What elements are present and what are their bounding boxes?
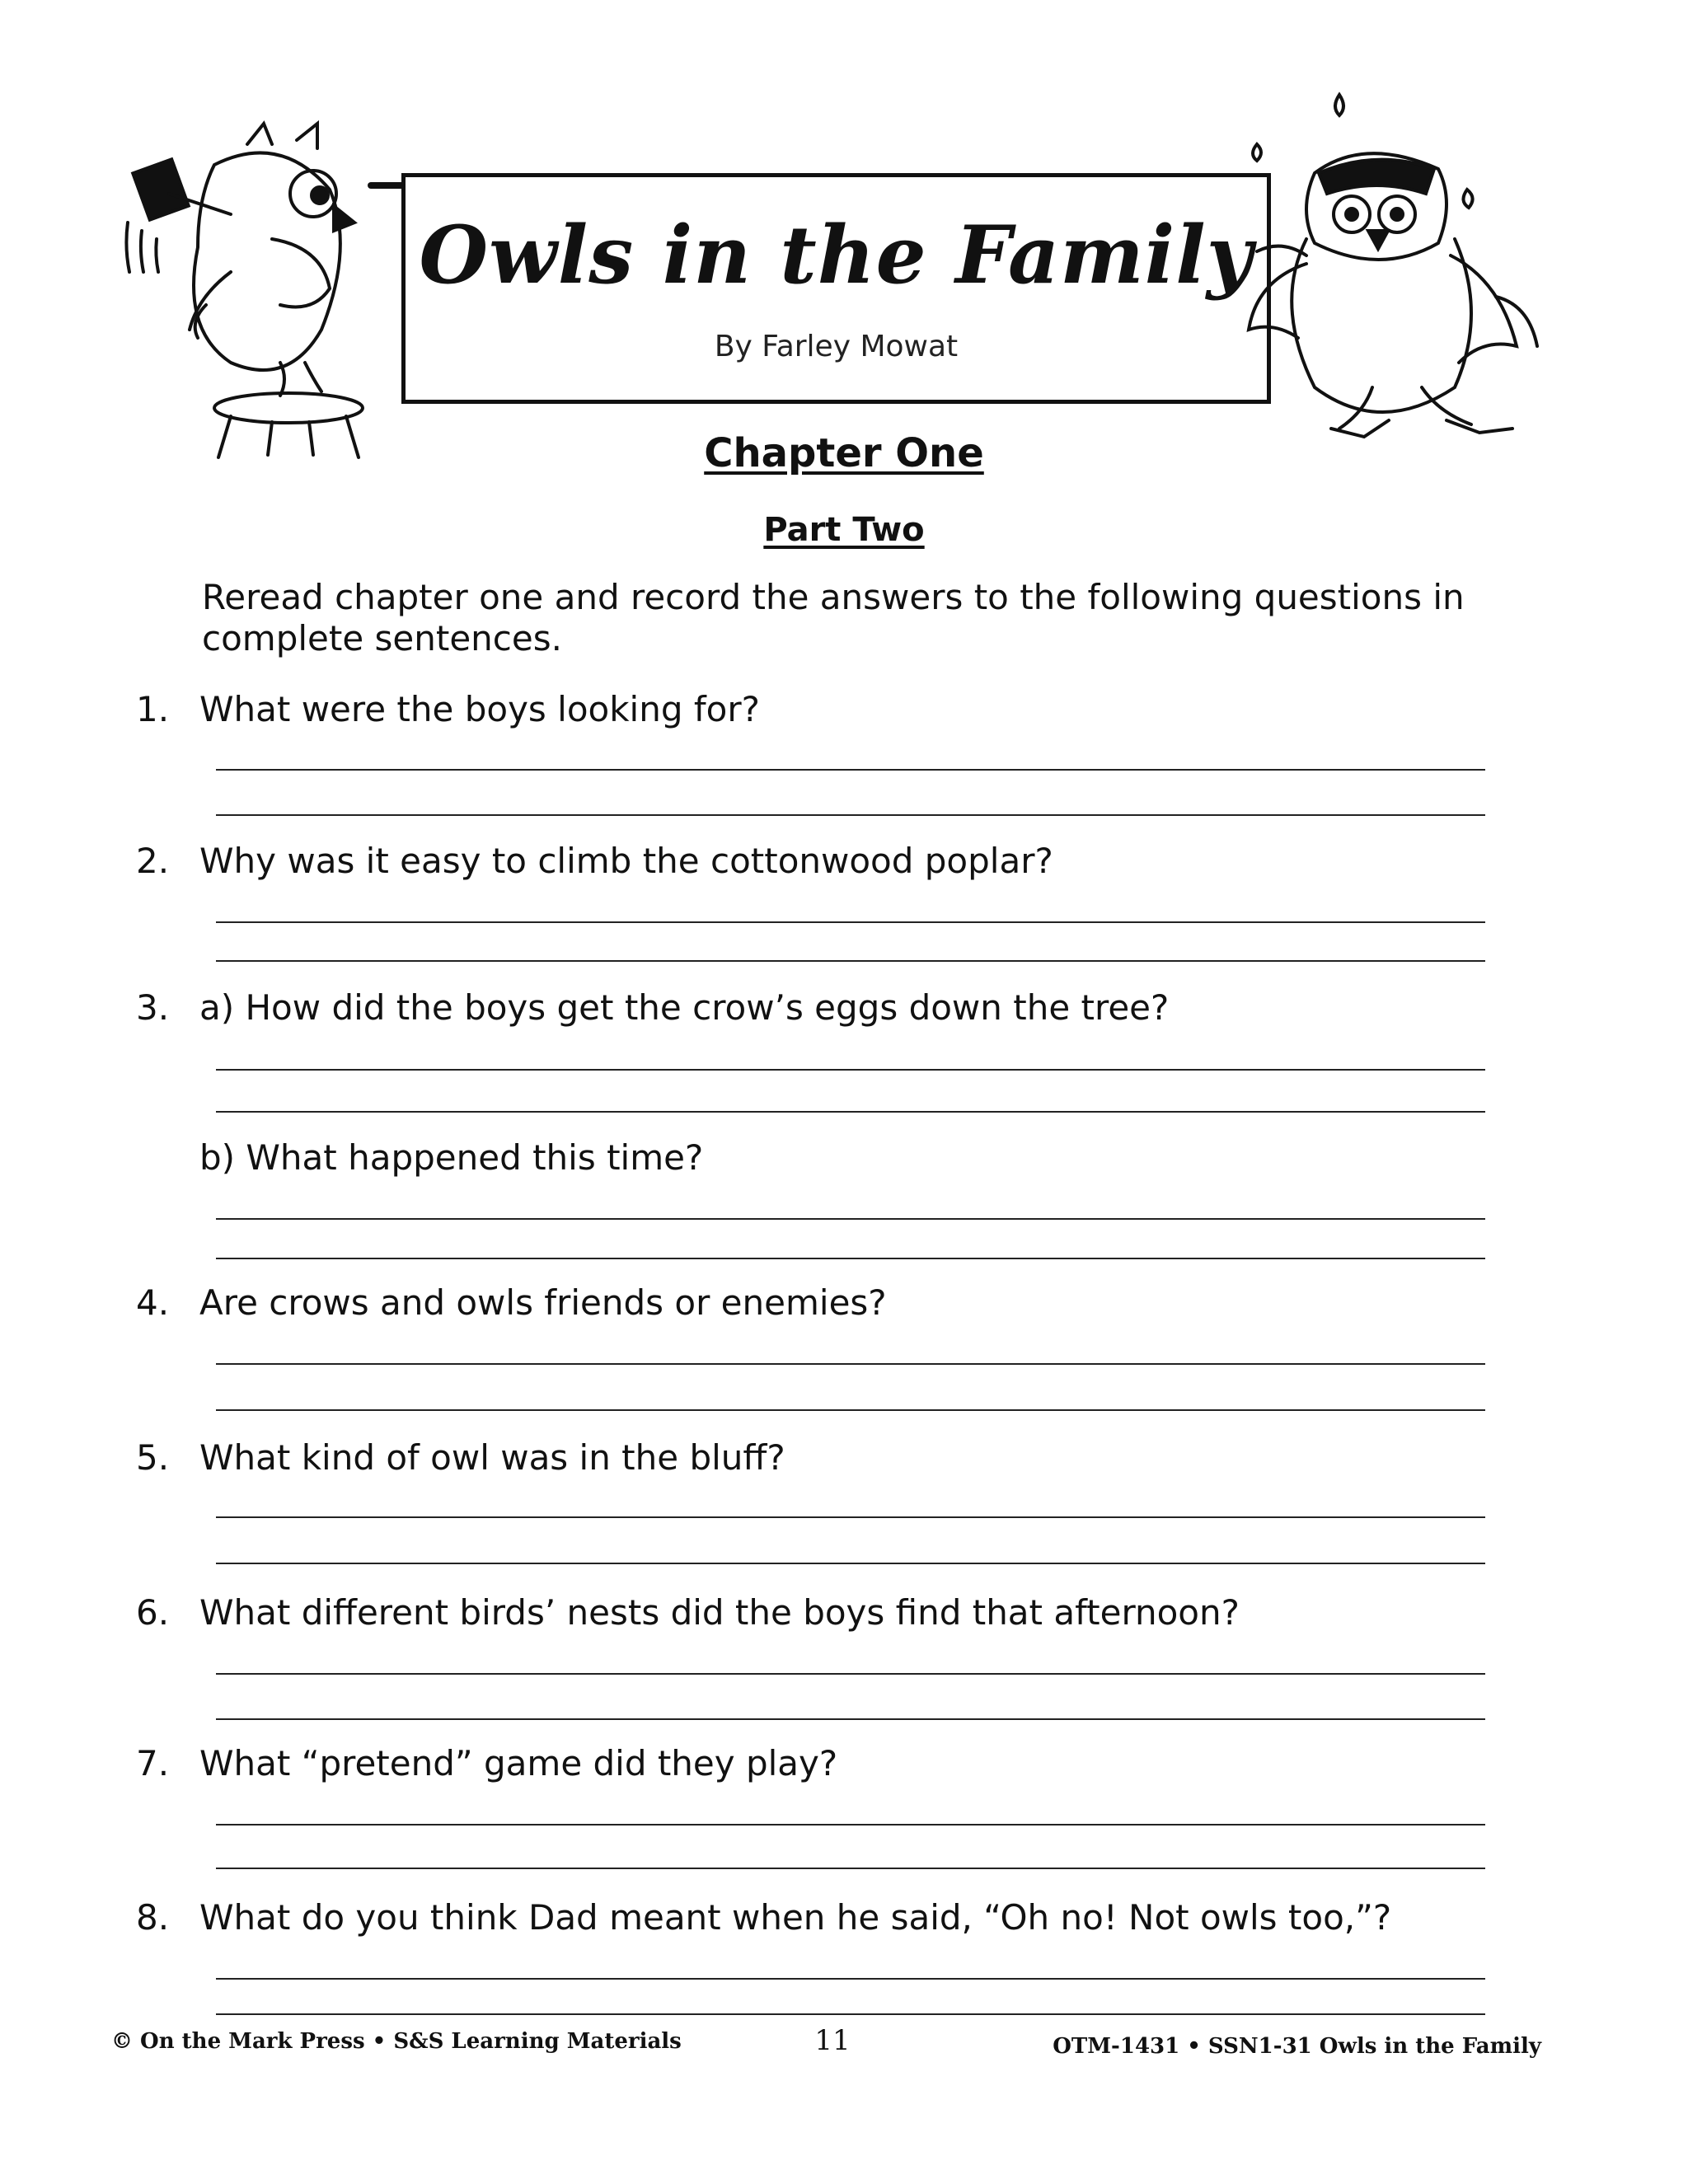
answer-line[interactable] [216, 1363, 1485, 1365]
answer-line[interactable] [216, 1978, 1485, 1980]
question-number: 7. [136, 1743, 170, 1783]
answer-line[interactable] [216, 1409, 1485, 1411]
answer-line[interactable] [216, 1824, 1485, 1825]
answer-line[interactable] [216, 1069, 1485, 1071]
book-title: Owls in the Family [419, 209, 1254, 302]
question-text: Are crows and owls friends or enemies? [199, 1282, 887, 1323]
question-number: 5. [136, 1437, 170, 1478]
worried-owl-icon [1240, 91, 1570, 462]
answer-line[interactable] [216, 814, 1485, 816]
answer-line[interactable] [216, 1516, 1485, 1518]
instructions-text: Reread chapter one and record the answers to the following questions in complete sentences. [202, 577, 1465, 658]
answer-line[interactable] [216, 1718, 1485, 1720]
book-author: By Farley Mowat [714, 330, 959, 363]
question-text: What do you think Dad meant when he said, “Oh no! Not owls too,”? [199, 1897, 1392, 1938]
question-text: b) What happened this time? [199, 1137, 704, 1178]
chapter-heading [0, 430, 1688, 476]
chapter-heading-text: Chapter One [704, 430, 984, 476]
question-number: 8. [136, 1897, 170, 1938]
footer-product-code: OTM-1431 • SSN1-31 Owls in the Family [1053, 2034, 1541, 2059]
question-number: 3. [136, 987, 170, 1028]
answer-line[interactable] [216, 1258, 1485, 1259]
page-number: 11 [814, 2024, 851, 2057]
answer-line[interactable] [216, 1563, 1485, 1564]
answer-line[interactable] [216, 1111, 1485, 1113]
part-heading [0, 511, 1688, 549]
question-text: Why was it easy to climb the cottonwood poplar? [199, 841, 1053, 881]
answer-line[interactable] [216, 921, 1485, 923]
question-number: 2. [136, 841, 170, 881]
answer-line[interactable] [216, 1218, 1485, 1220]
question-number: 6. [136, 1592, 170, 1633]
owl-with-hammer-icon [124, 115, 445, 462]
question-text: a) How did the boys get the crow’s eggs down the tree? [199, 987, 1170, 1028]
answer-line[interactable] [216, 769, 1485, 771]
question-number: 4. [136, 1282, 170, 1323]
part-heading-text: Part Two [763, 511, 925, 549]
question-text: What were the boys looking for? [199, 689, 760, 729]
question-text: What “pretend” game did they play? [199, 1743, 838, 1783]
footer-copyright: © On the Mark Press • S&S Learning Materials [111, 2029, 682, 2054]
question-number: 1. [136, 689, 170, 729]
title-banner [401, 173, 1271, 404]
question-text: What kind of owl was in the bluff? [199, 1437, 785, 1478]
answer-line[interactable] [216, 1673, 1485, 1675]
question-text: What different birds’ nests did the boys find that afternoon? [199, 1592, 1240, 1633]
answer-line[interactable] [216, 2013, 1485, 2015]
answer-line[interactable] [216, 1868, 1485, 1869]
answer-line[interactable] [216, 960, 1485, 962]
